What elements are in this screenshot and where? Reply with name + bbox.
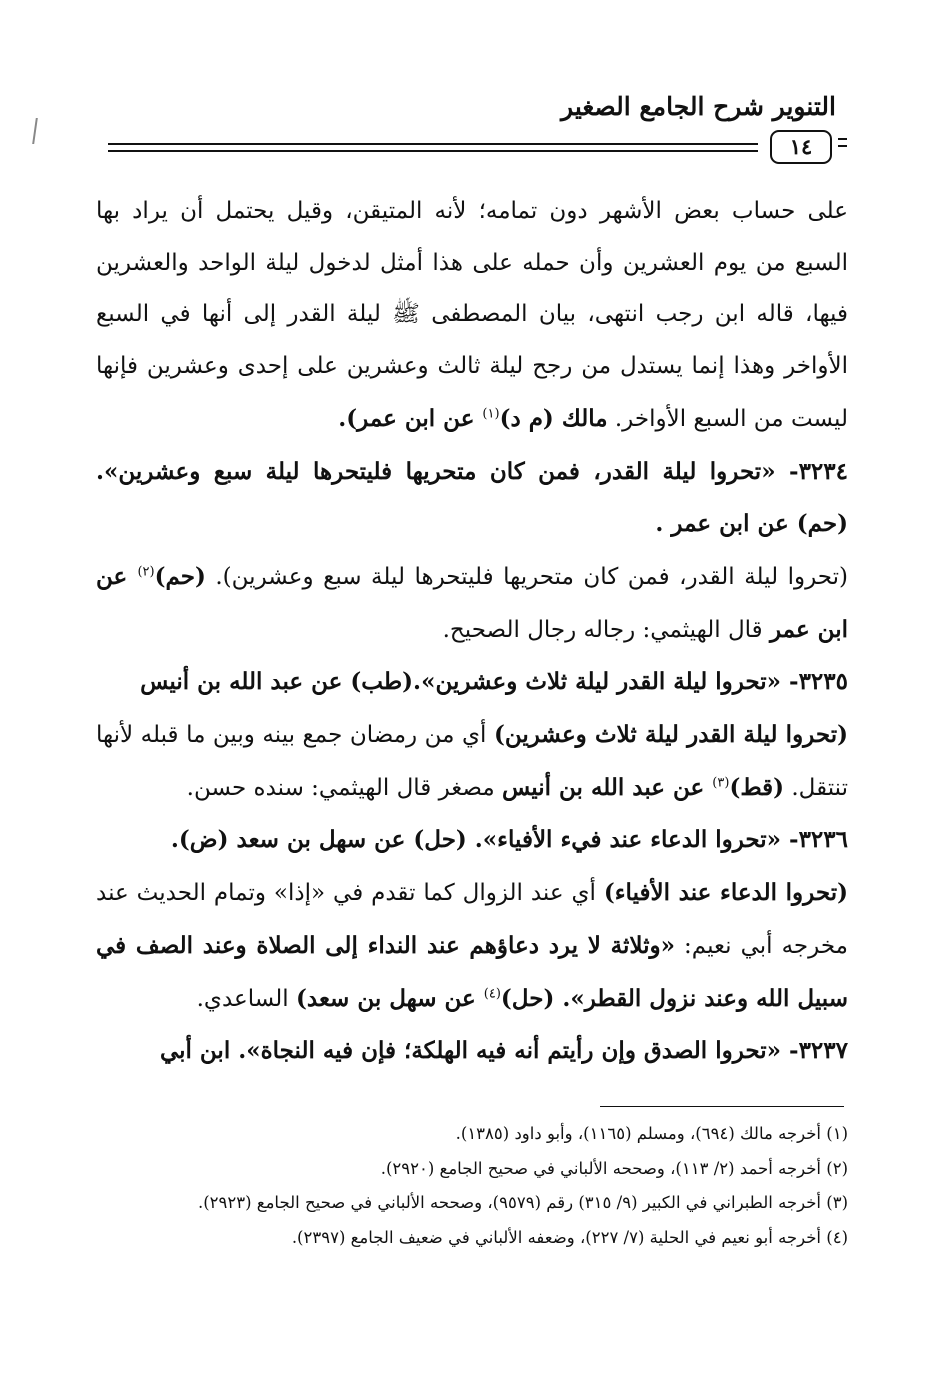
bold-text: مالك (م د) (499, 404, 608, 432)
paragraph (96, 551, 848, 656)
text-run: الساعدي. (196, 985, 296, 1012)
paragraph (96, 814, 848, 867)
running-header-title: التنوير شرح الجامع الصغير (561, 92, 836, 121)
footnote: (١) أخرجه مالك (٦٩٤)، ومسلم (١١٦٥)، وأبو داود (١٣٨٥). (455, 1124, 848, 1143)
bold-text: «وثلاثة لا يرد دعاؤهم عند النداء إلى الصلاة وعند الصف في سبيل الله وعند نزول القطر». (حل) (96, 931, 848, 1012)
bold-text: (تحروا الدعاء عند الأفياء) (603, 879, 848, 907)
paragraph (96, 186, 848, 446)
text-run: (تحروا ليلة القدر، فمن كان متحريها فليتحرها ليلة سبع وعشرين). (205, 563, 848, 590)
bold-text: عن سهل بن سعد) (295, 984, 484, 1012)
paragraph (96, 867, 848, 1025)
footnote-ref: (٤) (483, 985, 501, 1001)
bold-text: ٣٢٣٤- «تحروا ليلة القدر، فمن كان متحريها فليتحرها ليلة سبع وعشرين». (حم) عن ابن عمر . (96, 457, 848, 538)
footnotes (106, 1117, 848, 1255)
page-number-ornament (838, 138, 847, 150)
footnote: (٢) أخرجه أحمد (٢/ ١١٣)، وصححه الألباني في صحيح الجامع (٢٩٢٠). (380, 1158, 848, 1178)
bold-text: (حم) (154, 562, 206, 590)
footnote-ref: (١) (482, 406, 500, 422)
bold-text: ٣٢٣٥- «تحروا ليلة القدر ليلة ثلاث وعشرين».(طب) عن عبد الله بن أنيس (140, 668, 848, 696)
bold-text: ٣٢٣٧- «تحروا الصدق وإن رأيتم أنه فيه الهلكة؛ فإن فيه النجاة». ابن أبي (159, 1037, 848, 1065)
bold-text: ٣٢٣٦- «تحروا الدعاء عند فيء الأفياء». (حل) عن سهل بن سعد (ض). (170, 826, 848, 854)
text-run: على حساب بعض الأشهر دون تمامه؛ لأنه المتيقن، وقيل يحتمل أن يراد بها السبع من يوم العشرين وأن حمله على هذا أمثل لدخول ليلة الواحد والعشرين فيها، قاله ابن رجب انتهى، بيان المصطفى ﷺ ليلة القدر إلى أنها في السبع الأواخر وهذا إنما يستدل من رجح ليلة ثالث وعشرين على إحدى وعشرين فإنها ليست من السبع الأواخر. (96, 198, 848, 432)
paragraph (96, 709, 848, 814)
bold-text: عن عبد الله بن أنيس (501, 773, 713, 801)
page-number: ١٤ (770, 130, 832, 164)
footnote-separator (600, 1106, 844, 1107)
bold-text: عن ابن عمر). (338, 404, 483, 432)
header-rule-bottom (108, 150, 758, 152)
bold-text: (قط) (729, 773, 785, 801)
paragraph (96, 446, 848, 551)
text-run: أي عند الزوال كما تقدم في «إذا» وتمام الحديث عند مخرجه أبي نعيم: (96, 880, 848, 959)
paragraph (96, 1025, 848, 1078)
text-run: أي من رمضان جمع بينه وبين ما قبله لأنها تنتقل. (96, 722, 848, 801)
bold-text: (تحروا ليلة القدر ليلة ثلاث وعشرين) (493, 721, 848, 749)
paragraph (96, 656, 848, 709)
footnote-ref: (٢) (137, 564, 155, 580)
header-rule-top (108, 143, 758, 145)
main-text (96, 186, 848, 1078)
footnote-ref: (٣) (712, 775, 730, 791)
bold-text: عن ابن عمر (96, 562, 848, 643)
text-run: قال الهيثمي: رجاله رجال الصحيح. (442, 616, 770, 643)
footnote: (٤) أخرجه أبو نعيم في الحلية (٧/ ٢٢٧)، وضعفه الألباني في ضعيف الجامع (٢٣٩٧). (291, 1227, 848, 1247)
margin-mark (32, 118, 38, 144)
text-run: مصغر قال الهيثمي: سنده حسن. (186, 774, 502, 801)
footnote: (٣) أخرجه الطبراني في الكبير (٩/ ٣١٥) رقم (٩٥٧٩)، وصححه الألباني في صحيح الجامع (٢٩٢٣). (197, 1193, 848, 1212)
